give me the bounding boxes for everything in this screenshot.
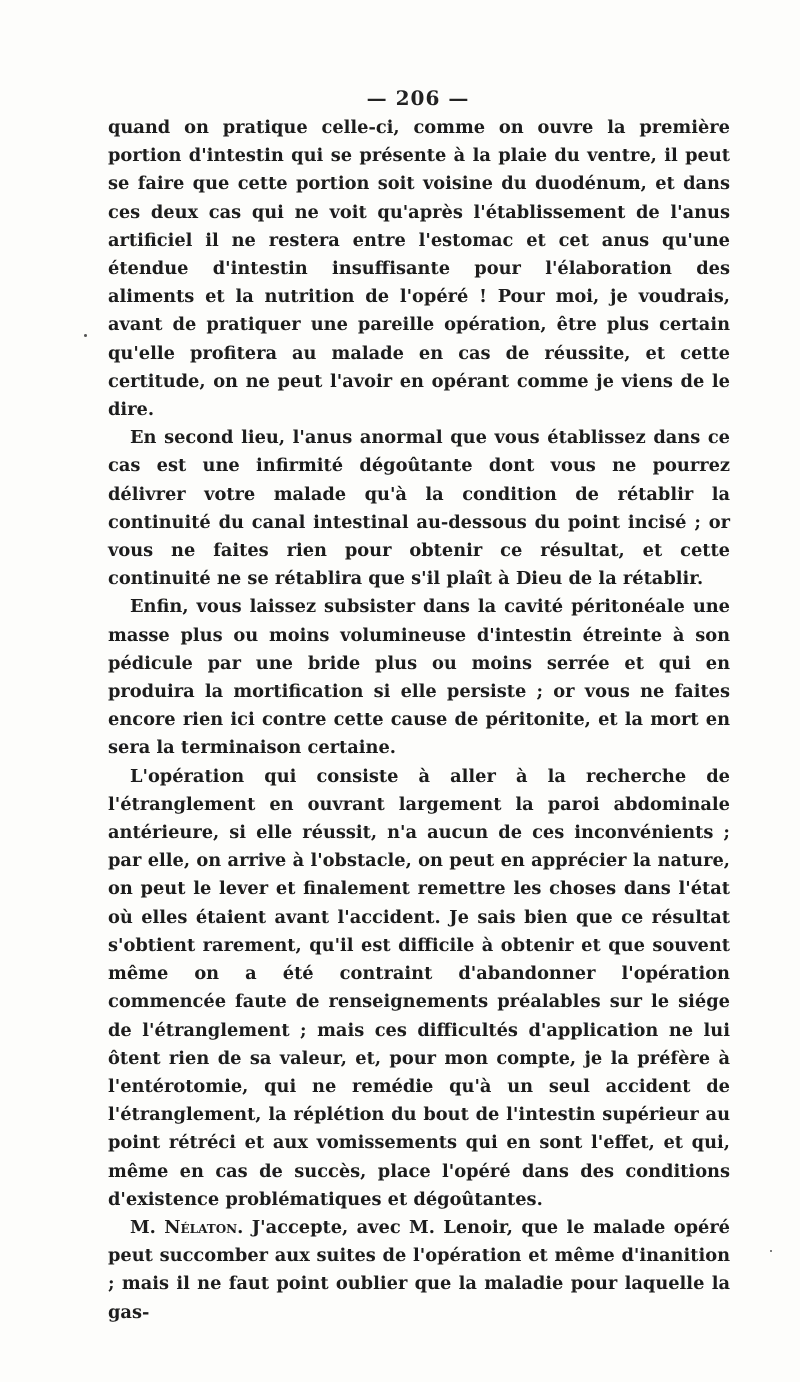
paragraph-continuation: quand on pratique celle-ci, comme on ouvre la première portion d'intestin qui se présente à la plaie du ventre, il peut se faire que cette portion soit voisine du duodénum, et dans ces deux cas qui ne voit qu'après l'établissement de l'anus artificiel il ne restera entre l'estomac et cet anus qu'une étendue d'intestin insuffisante pour l'élaboration des aliments et la nutrition de l'opéré ! Pour moi, je voudrais, avant de pratiquer une pareille opération, être plus certain qu'elle profitera au malade en cas de réussite, et cette certitude, on ne peut l'avoir en opérant comme je viens de le dire.	[108, 117, 730, 421]
paragraph-second-point: En second lieu, l'anus anormal que vous établissez dans ce cas est une infirmité dégoûtante dont vous ne pourrez délivrer votre malade qu'à la condition de rétablir la continuité du canal intestinal au-dessous du point incisé ; or vous ne faites rien pour obtenir ce résultat, et cette continuité ne se rétablira que s'il plaît à Dieu de la rétablir.	[108, 427, 730, 590]
paragraph-operation: L'opération qui consiste à aller à la recherche de l'étranglement en ouvrant largement la paroi abdominale antérieure, si elle réussit, n'a aucun de ces inconvénients ; par elle, on arrive à l'obstacle, on peut en apprécier la nature, on peut le lever et finalement remettre les choses dans l'état où elles étaient avant l'accident. Je sais bien que ce résultat s'obtient rarement, qu'il est difficile à obtenir et que souvent même on a été contraint d'abandonner l'opération commencée faute de renseignements préalables sur le siége de l'étranglement ; mais ces difficultés d'application ne lui ôtent rien de sa valeur, et, pour mon compte, je la préfère à l'entérotomie, qui ne remédie qu'à un seul accident de l'étranglement, la réplétion du bout de l'intestin supérieur au point rétréci et aux vomissements qui en sont l'effet, et qui, même en cas de succès, place l'opéré dans des conditions d'existence problématiques et dégoûtantes.	[108, 765, 730, 1210]
body-text	[108, 114, 730, 1327]
ink-speck	[770, 1250, 772, 1252]
speaker-name: M. Nélaton.	[130, 1216, 244, 1238]
page-number: — 206 —	[366, 86, 470, 110]
speaker-text: J'accepte, avec M. Lenoir, que le malade opéré peut succomber aux suites de l'opération et même d'inanition ; mais il ne faut point oublier que la maladie pour laquelle la gas-	[108, 1216, 730, 1323]
ink-speck	[84, 334, 87, 337]
paragraph-nelaton	[108, 1214, 730, 1327]
paragraph-third-point: Enfin, vous laissez subsister dans la cavité péritonéale une masse plus ou moins volumineuse d'intestin étreinte à son pédicule par une bride plus ou moins serrée et qui en produira la mortification si elle persiste ; or vous ne faites encore rien ici contre cette cause de péritonite, et la mort en sera la terminaison certaine.	[108, 596, 730, 759]
